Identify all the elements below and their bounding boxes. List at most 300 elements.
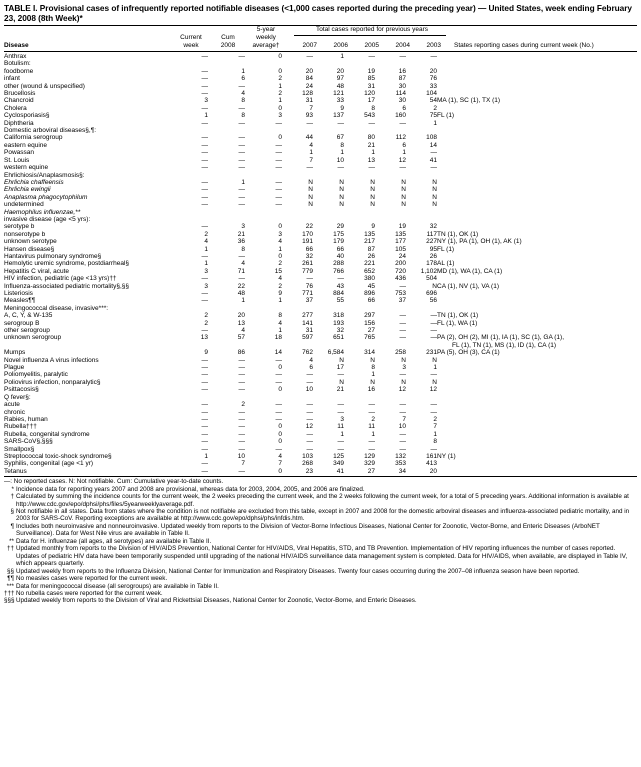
value-cell: 55 [336, 297, 344, 305]
value-cell: 33 [429, 82, 437, 90]
states-reporting [437, 172, 637, 179]
table-row [4, 157, 637, 164]
value-cell: 33 [336, 97, 344, 105]
value-cell: 6 [309, 364, 313, 372]
value-cell: 7 [309, 156, 313, 164]
value-cell: 32 [429, 223, 437, 231]
value-cell: — [399, 119, 406, 127]
table-row [4, 83, 637, 90]
footnote-text: Incidence data for reporting years 2007 and 2008 are provisional, whereas data for 2003, 2004, 2005, and 2006 are finalized. [16, 485, 365, 493]
table-row [4, 142, 637, 149]
table-row [4, 364, 637, 371]
value-cell: 4 [204, 238, 208, 246]
value-cell: 13 [237, 319, 245, 327]
value-cell: — [399, 53, 406, 60]
value-cell: 27 [367, 467, 375, 475]
value-cell: 9 [371, 223, 375, 231]
value-cell: — [238, 156, 245, 164]
value-cell: 2 [241, 401, 245, 409]
value-cell: N [401, 378, 406, 386]
value-cell: 7 [309, 104, 313, 112]
value-cell [174, 209, 208, 216]
value-cell: — [238, 467, 245, 475]
value-cell [406, 216, 437, 223]
value-cell: 6 [402, 141, 406, 149]
header-states: States reporting cases during current week (No.) [454, 42, 594, 49]
value-cell: 652 [364, 267, 375, 275]
value-cell: 8 [278, 312, 282, 320]
value-cell [344, 394, 375, 401]
value-cell: 17 [367, 97, 375, 105]
disease-name: Cholera [4, 104, 27, 112]
value-cell: 76 [429, 75, 437, 83]
value-cell: 227 [426, 238, 437, 246]
value-cell: 20 [305, 67, 313, 75]
value-cell [344, 209, 375, 216]
value-cell: 120 [364, 90, 375, 98]
value-cell: 268 [302, 460, 313, 468]
value-cell [282, 127, 313, 134]
value-cell: 75 [429, 112, 437, 120]
value-cell: 14 [274, 349, 282, 357]
value-cell: — [201, 423, 208, 431]
value-cell: 4 [241, 260, 245, 268]
states-reporting [437, 194, 637, 201]
disease-name: A, C, Y, & W-135 [4, 312, 53, 320]
states-reporting [437, 216, 637, 223]
value-cell [174, 127, 208, 134]
states-reporting [437, 75, 637, 82]
value-cell: — [430, 408, 437, 416]
states-reporting [437, 68, 637, 75]
value-cell [406, 127, 437, 134]
value-cell: 161 [426, 452, 437, 460]
value-cell: — [201, 90, 208, 98]
value-cell: — [201, 178, 208, 186]
states-reporting [437, 305, 637, 312]
value-cell [245, 394, 282, 401]
value-cell: 178 [426, 260, 437, 268]
value-cell: N [339, 201, 344, 209]
value-cell: 380 [364, 275, 375, 283]
footnote-marker: * [11, 485, 14, 493]
value-cell: 135 [364, 230, 375, 238]
value-cell: — [337, 275, 344, 283]
value-cell [174, 216, 208, 223]
table-row [4, 438, 637, 445]
disease-name: Chancroid [4, 97, 34, 105]
value-cell: 543 [364, 112, 375, 120]
footnote-text: Not notifiable in all states. Data from states where the condition is not notifiable are excluded from this table, except in 2007 and 2008 for the domestic arboviral diseases and influenza-associated pediatric mortality, and in 2003 for SARS-CoV. Reporting exceptions are available at http://www.cdc.gov/epo/dphsi/phs/infdis.htm. [16, 507, 630, 523]
value-cell: 2 [278, 260, 282, 268]
header-bottom-rule [4, 51, 637, 52]
disease-name: undetermined [4, 201, 44, 209]
footnote [4, 575, 637, 582]
value-cell [313, 172, 344, 179]
value-cell [406, 394, 437, 401]
value-cell: N [308, 193, 313, 201]
disease-name: Brucellosis [4, 90, 36, 98]
value-cell: — [275, 149, 282, 157]
states-reporting [437, 290, 637, 297]
value-cell: — [275, 164, 282, 172]
value-cell: 9 [278, 290, 282, 297]
value-cell: 175 [333, 230, 344, 238]
value-cell: 23 [305, 467, 313, 475]
value-cell: N [339, 186, 344, 194]
value-cell: 66 [305, 245, 313, 253]
value-cell: N [432, 201, 437, 209]
table-row [4, 431, 637, 438]
value-cell: 20 [336, 67, 344, 75]
disease-name: Ehrlichiosis/Anaplasmosis§: [4, 171, 85, 179]
value-cell: 15 [274, 267, 282, 275]
value-cell: — [368, 445, 375, 453]
value-cell: 0 [278, 423, 282, 431]
value-cell: 7 [241, 460, 245, 468]
states-reporting [437, 364, 637, 371]
table-row [4, 297, 637, 304]
value-cell: — [337, 408, 344, 416]
value-cell: — [368, 408, 375, 416]
table-row [4, 209, 637, 216]
disease-name: Plague [4, 364, 25, 372]
table-row [4, 134, 637, 141]
value-cell: — [201, 53, 208, 60]
value-cell: — [238, 149, 245, 157]
value-cell: 125 [333, 452, 344, 460]
disease-name: Botulism: [4, 60, 31, 68]
value-cell: 10 [237, 452, 245, 460]
value-cell: 17 [336, 364, 344, 372]
value-cell: 4 [278, 319, 282, 327]
value-cell: 12 [305, 423, 313, 431]
value-cell: — [238, 201, 245, 209]
value-cell [282, 342, 313, 349]
value-cell: — [368, 164, 375, 172]
header-group-rule [294, 35, 446, 36]
value-cell: 0 [278, 364, 282, 372]
table-row [4, 231, 637, 238]
disease-name: Mumps [4, 349, 26, 357]
value-cell: — [306, 378, 313, 386]
states-reporting [437, 223, 637, 230]
value-cell: N [308, 201, 313, 209]
value-cell: 22 [305, 223, 313, 231]
value-cell: — [201, 460, 208, 468]
value-cell [344, 342, 375, 349]
value-cell: 103 [302, 452, 313, 460]
value-cell: 8 [241, 97, 245, 105]
disease-name: unknown serogroup [4, 334, 62, 342]
disease-name: invasive disease (age <5 yrs): [4, 215, 91, 223]
footnote [4, 523, 637, 538]
value-cell: 1 [340, 53, 344, 60]
states-reporting [437, 416, 637, 423]
disease-name [4, 342, 174, 349]
value-cell: — [275, 445, 282, 453]
value-cell: 0 [278, 438, 282, 446]
footnote [4, 478, 637, 485]
states-reporting [437, 379, 637, 386]
value-cell: 2 [278, 75, 282, 83]
value-cell: — [399, 164, 406, 172]
value-cell: 10 [398, 423, 406, 431]
footnote [4, 590, 637, 597]
value-cell: — [201, 430, 208, 438]
value-cell: 1 [278, 297, 282, 305]
value-cell: 1 [371, 430, 375, 438]
value-cell: — [275, 401, 282, 409]
value-cell: — [399, 408, 406, 416]
value-cell: 2 [278, 90, 282, 98]
value-cell: — [275, 156, 282, 164]
value-cell: 40 [336, 252, 344, 260]
value-cell: 6,584 [327, 349, 344, 357]
value-cell [282, 305, 313, 312]
value-cell: 86 [237, 349, 245, 357]
value-cell: — [430, 319, 437, 327]
table-row [4, 127, 637, 134]
disease-name: acute [4, 401, 20, 409]
table-row [4, 238, 637, 245]
value-cell: 753 [395, 290, 406, 297]
value-cell: 170 [302, 230, 313, 238]
value-cell: 80 [367, 134, 375, 142]
states-reporting [437, 134, 637, 141]
states-reporting [437, 386, 637, 393]
states-reporting: MD (1), WA (1), CA (1) [437, 267, 503, 275]
value-cell: 1 [433, 430, 437, 438]
value-cell: — [306, 401, 313, 409]
value-cell: 1 [204, 260, 208, 268]
disease-name: Diphtheria [4, 119, 34, 127]
states-reporting [437, 409, 637, 416]
value-cell: — [201, 149, 208, 157]
states-reporting [437, 468, 637, 475]
value-cell: 135 [395, 230, 406, 238]
value-cell: — [238, 356, 245, 364]
states-reporting [437, 431, 637, 438]
value-cell: 1 [278, 97, 282, 105]
disease-name: HIV infection, pediatric (age <13 yrs)†† [4, 275, 117, 283]
states-reporting [437, 120, 637, 127]
value-cell [208, 342, 245, 349]
footnote-marker: ††† [4, 589, 15, 597]
value-cell: — [238, 275, 245, 283]
disease-name: Smallpox§ [4, 445, 35, 453]
disease-name: Ehrlichia ewingii [4, 186, 51, 194]
states-reporting: MA (1), SC (1), TX (1) [437, 97, 501, 105]
footnote [4, 568, 637, 575]
header-current-2: week [183, 42, 199, 49]
states-reporting [437, 446, 637, 453]
value-cell: 2 [204, 319, 208, 327]
value-cell [174, 342, 208, 349]
value-cell: — [201, 378, 208, 386]
table-row [4, 371, 637, 378]
value-cell: — [275, 193, 282, 201]
value-cell: 114 [395, 90, 406, 98]
footnote-marker: §§§ [4, 597, 15, 605]
value-cell: — [201, 223, 208, 231]
value-cell: 3 [204, 267, 208, 275]
value-cell: 1 [204, 452, 208, 460]
value-cell [406, 172, 437, 179]
value-cell: N [432, 378, 437, 386]
value-cell: — [238, 364, 245, 372]
value-cell: 6 [402, 104, 406, 112]
value-cell: — [368, 119, 375, 127]
table-row [4, 172, 637, 179]
value-cell: 87 [398, 75, 406, 83]
value-cell: 258 [395, 349, 406, 357]
value-cell: 179 [333, 238, 344, 246]
value-cell: — [399, 319, 406, 327]
value-cell: — [275, 178, 282, 186]
value-cell [344, 305, 375, 312]
value-cell [375, 216, 406, 223]
disease-name: Rubella, congenital syndrome [4, 430, 90, 438]
value-cell: 16 [398, 67, 406, 75]
value-cell: 329 [364, 460, 375, 468]
value-cell: 1 [433, 119, 437, 127]
value-cell: — [201, 415, 208, 423]
value-cell: — [201, 141, 208, 149]
disease-name: Hemolytic uremic syndrome, postdiarrheal§ [4, 260, 129, 268]
value-cell: — [430, 327, 437, 335]
footnote [4, 486, 637, 493]
value-cell: 36 [237, 238, 245, 246]
value-cell: 30 [398, 97, 406, 105]
table-row [4, 349, 637, 356]
value-cell [208, 172, 245, 179]
value-cell: — [201, 327, 208, 335]
value-cell: 0 [278, 467, 282, 475]
value-cell: — [201, 371, 208, 379]
value-cell: — [306, 119, 313, 127]
value-cell: 896 [364, 290, 375, 297]
header-cum-1: Cum [221, 34, 235, 41]
states-reporting [437, 83, 637, 90]
value-cell: 2 [371, 415, 375, 423]
value-cell: — [306, 445, 313, 453]
value-cell: 762 [302, 349, 313, 357]
value-cell: 41 [336, 467, 344, 475]
states-reporting [437, 394, 637, 401]
disease-name: unknown serotype [4, 238, 57, 246]
disease-name: Domestic arboviral diseases§,¶: [4, 127, 96, 135]
table-row [4, 386, 637, 393]
value-cell: 353 [395, 460, 406, 468]
table-row [4, 246, 637, 253]
value-cell: — [201, 401, 208, 409]
value-cell [375, 172, 406, 179]
value-cell: 7 [433, 423, 437, 431]
value-cell: — [275, 378, 282, 386]
states-reporting: TN (1), OK (1) [437, 230, 479, 238]
value-cell: 4 [278, 238, 282, 246]
value-cell: — [238, 415, 245, 423]
table-row [4, 357, 637, 364]
value-cell: 132 [395, 452, 406, 460]
value-cell: — [275, 371, 282, 379]
disease-name: other serogroup [4, 327, 50, 335]
states-reporting: NY (1) [437, 452, 456, 460]
disease-name: nonserotype b [4, 230, 46, 238]
header-year-2007: 2007 [302, 42, 317, 49]
footnote-marker: *** [6, 582, 14, 590]
table-row [4, 460, 637, 467]
value-cell: 66 [336, 245, 344, 253]
value-cell: 720 [395, 267, 406, 275]
value-cell: 504 [426, 275, 437, 283]
value-cell [174, 305, 208, 312]
value-cell: 48 [336, 82, 344, 90]
value-cell [245, 127, 282, 134]
value-cell [375, 342, 406, 349]
value-cell: — [337, 119, 344, 127]
disease-name: Hepatitis C viral, acute [4, 267, 70, 275]
value-cell: 7 [278, 460, 282, 468]
value-cell: N [401, 193, 406, 201]
value-cell: 26 [367, 252, 375, 260]
value-cell: 76 [305, 282, 313, 290]
value-cell: — [201, 290, 208, 297]
value-cell: 27 [367, 327, 375, 335]
value-cell: — [399, 371, 406, 379]
value-cell: 32 [305, 252, 313, 260]
table-row [4, 216, 637, 223]
value-cell: N [339, 356, 344, 364]
value-cell: 4 [241, 90, 245, 98]
states-reporting [437, 179, 637, 186]
value-cell [174, 172, 208, 179]
value-cell: — [275, 356, 282, 364]
states-reporting: NY (1), PA (1), OH (1), AK (1) [437, 238, 522, 246]
value-cell: 57 [237, 334, 245, 342]
footnote-text: Updated weekly from reports to the Division of Viral and Rickettsial Diseases, National Center for Zoonotic, Vector-Borne, and Enteric Diseases. [16, 597, 417, 605]
value-cell: 112 [395, 134, 406, 142]
value-cell [282, 216, 313, 223]
table-row [4, 409, 637, 416]
footnote-marker: † [10, 493, 14, 501]
value-cell: 1,102 [420, 267, 437, 275]
header-year-2006: 2006 [333, 42, 348, 49]
table-row [4, 186, 637, 193]
value-cell: 21 [237, 230, 245, 238]
value-cell: 129 [364, 452, 375, 460]
value-cell: — [337, 164, 344, 172]
value-cell: 13 [200, 334, 208, 342]
value-cell: N [432, 282, 437, 290]
value-cell: 37 [398, 297, 406, 305]
table-row [4, 379, 637, 386]
states-reporting [437, 371, 637, 378]
value-cell: 3 [278, 230, 282, 238]
value-cell: 20 [237, 312, 245, 320]
disease-name: western equine [4, 164, 49, 172]
value-cell: — [238, 408, 245, 416]
value-cell: 779 [302, 267, 313, 275]
value-cell: — [430, 53, 437, 60]
footnote [4, 493, 637, 508]
table-row [4, 453, 637, 460]
states-reporting: AL (1) [437, 260, 455, 268]
disease-name: Hansen disease§ [4, 245, 55, 253]
table-row [4, 334, 637, 341]
states-reporting [437, 357, 637, 364]
